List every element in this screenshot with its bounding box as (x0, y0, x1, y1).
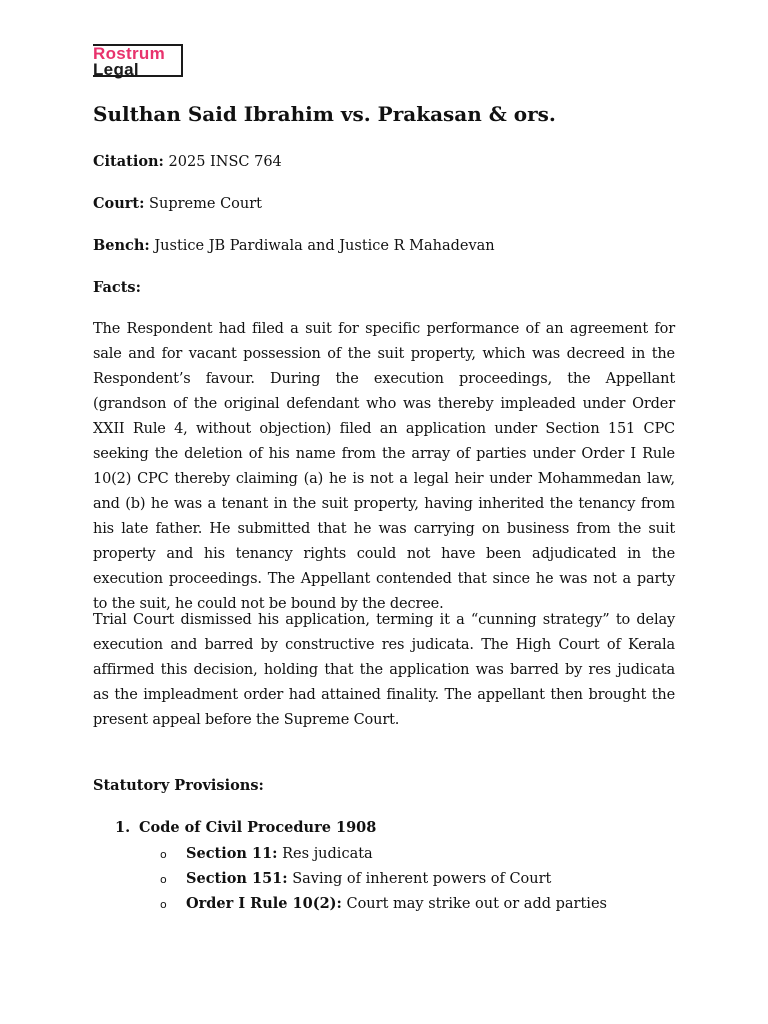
sub-item-text: Res judicata (277, 846, 373, 862)
sub-item-order-1-rule-10 (160, 895, 607, 912)
court-label: Court: (93, 195, 145, 212)
court-value: Supreme Court (144, 196, 262, 212)
facts-paragraph-2: Trial Court dismissed his application, terming it a “cunning strategy” to delay execution and barred by constructive res judicata. The High Court of Kerala affirmed this decision, holding that the application was barred by res judicata as the impleadment order had attained finality. The appellant then brought the present appeal before the Supreme Court. (93, 612, 675, 728)
citation-field (93, 153, 282, 170)
logo-line-legal: Legal (93, 60, 139, 79)
bench-field (93, 237, 495, 254)
sub-item-text: Court may strike out or add parties (341, 896, 607, 912)
sub-item-text: Saving of inherent powers of Court (287, 871, 552, 887)
list-number: 1. (115, 819, 131, 836)
rostrum-legal-logo (93, 44, 183, 77)
citation-label: Citation: (93, 153, 164, 170)
bullet-icon: o (160, 873, 167, 886)
list-item-cpc (115, 819, 376, 836)
logo-line-rostrum: Rostrum (93, 44, 165, 63)
bullet-icon: o (160, 898, 167, 911)
bench-value: Justice JB Pardiwala and Justice R Mahadevan (149, 238, 495, 254)
facts-heading: Facts: (93, 279, 141, 296)
case-title: Sulthan Said Ibrahim vs. Prakasan & ors. (93, 102, 556, 126)
court-field (93, 195, 262, 212)
bench-label: Bench: (93, 237, 150, 254)
sub-item-section-151 (160, 870, 551, 887)
sub-item-label: Section 151: (186, 870, 288, 887)
sub-item-label: Order I Rule 10(2): (186, 895, 342, 912)
list-item-title: Code of Civil Procedure 1908 (139, 819, 377, 836)
bullet-icon: o (160, 848, 167, 861)
statutory-provisions-heading: Statutory Provisions: (93, 777, 264, 794)
sub-item-section-11 (160, 845, 373, 862)
sub-item-label: Section 11: (186, 845, 278, 862)
facts-paragraph-1: The Respondent had filed a suit for specific performance of an agreement for sale and for vacant possession of the suit property, which was decreed in the Respondent’s favour. During the execution proceedings, the Appellant (grandson of the original defendant who was thereby impleaded under Order XXII Rule 4, without objection) filed an application under Section 151 CPC seeking the deletion of his name from the array of parties under Order I Rule 10(2) CPC thereby claiming (a) he is not a legal heir under Mohammedan law, and (b) he was a tenant in the suit property, having inherited the tenancy from his late father. He submitted that he was carrying on business from the suit property and his tenancy rights could not have been adjudicated in the execution proceedings. The Appellant contended that since he was not a party to the suit, he could not be bound by the decree. (93, 321, 675, 612)
citation-value: 2025 INSC 764 (163, 154, 282, 170)
